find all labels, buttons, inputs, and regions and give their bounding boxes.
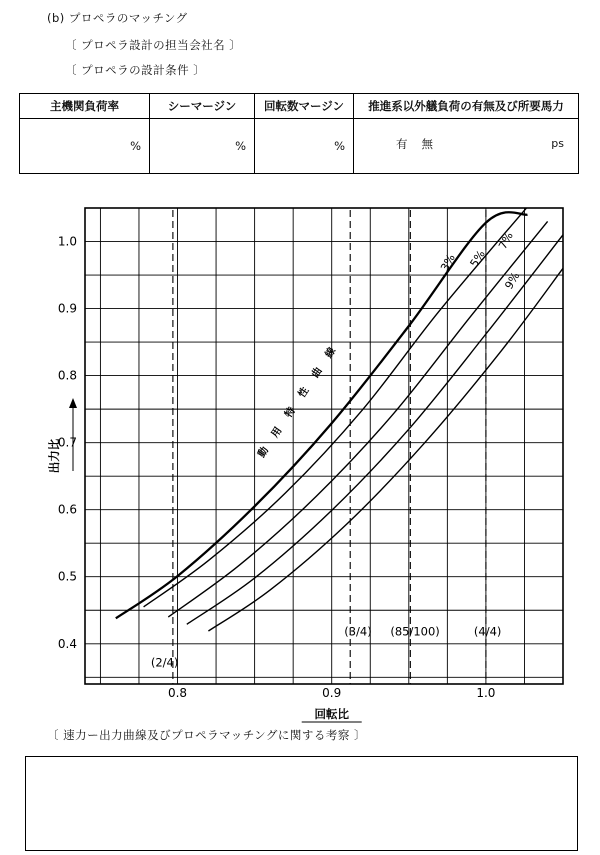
y-tick-label: 0.4 xyxy=(57,636,77,651)
y-axis-label: 出力比 xyxy=(47,438,61,474)
y-axis-arrowhead xyxy=(69,398,77,408)
percent-unit: % xyxy=(130,139,141,153)
y-tick-label: 0.8 xyxy=(57,368,77,383)
rpm-marker-label: (4/4) xyxy=(473,624,502,639)
series-curve xyxy=(187,235,563,625)
y-tick-label: 0.7 xyxy=(57,435,77,450)
section-title: (b) プロペラのマッチング xyxy=(47,11,188,25)
chart-curves xyxy=(116,201,563,631)
remarks-box[interactable] xyxy=(25,756,578,851)
y-tick-label: 1.0 xyxy=(57,234,77,249)
y-tick-label: 0.5 xyxy=(57,569,77,584)
header-aux-load: 推進系以外艤負荷の有無及び所要馬力 xyxy=(354,94,579,119)
header-sea-margin: シーマージン xyxy=(150,94,255,119)
x-tick-label: 1.0 xyxy=(476,686,496,700)
plot-frame xyxy=(85,208,563,684)
percent-unit: % xyxy=(235,139,246,153)
series-label: 3% xyxy=(438,251,458,274)
rpm-marker-label: (3/4) xyxy=(344,624,372,639)
ps-unit: ps xyxy=(551,137,564,150)
presence-choice[interactable]: 有無 xyxy=(396,137,447,151)
series-label-main: 動用特性曲線 xyxy=(256,334,347,460)
rpm-marker-label: (85/100) xyxy=(390,624,440,639)
rpm-marker-label: (2/4) xyxy=(150,655,179,670)
header-rpm-margin: 回転数マージン xyxy=(255,94,354,119)
percent-unit: % xyxy=(334,139,345,153)
remarks-title: 〔 速力ー出力曲線及びプロペラマッチングに関する考察 〕 xyxy=(47,728,367,742)
header-engine-load: 主機関負荷率 xyxy=(20,94,150,119)
series-label: 5% xyxy=(467,247,488,270)
series-curve xyxy=(168,221,547,617)
series-label: 7% xyxy=(496,229,516,252)
x-tick-label: 0.9 xyxy=(322,686,342,700)
company-label: 〔 プロペラ設計の担当会社名 〕 xyxy=(65,38,242,52)
x-axis-label: 回転比 xyxy=(314,707,349,721)
conditions-label: 〔 プロペラの設計条件 〕 xyxy=(65,63,206,77)
x-tick-label: 0.8 xyxy=(167,686,188,700)
series-label: 9% xyxy=(502,269,523,292)
y-tick-label: 0.6 xyxy=(57,502,77,517)
y-tick-label: 0.9 xyxy=(57,301,77,316)
chart-grid xyxy=(85,208,563,684)
